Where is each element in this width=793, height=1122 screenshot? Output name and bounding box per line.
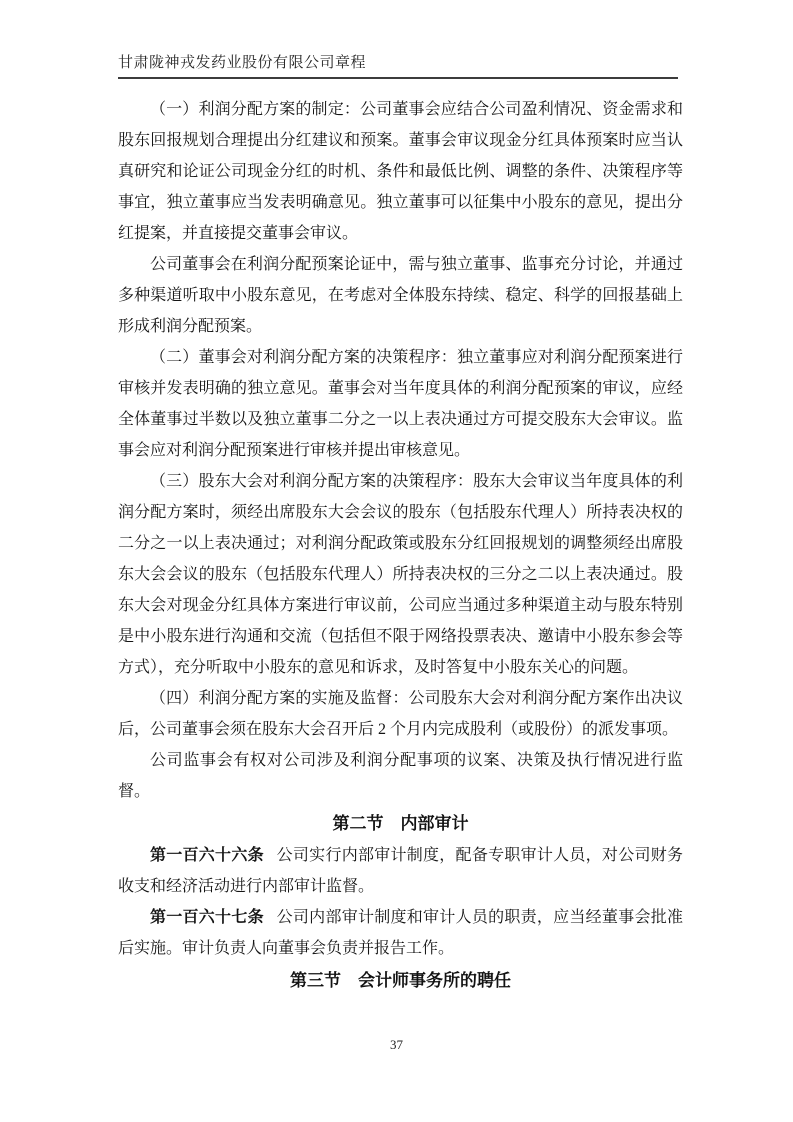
- section-heading-internal-audit: 第二节 内部审计: [332, 814, 469, 833]
- paragraph-board-discussion: 公司董事会在利润分配预案论证中，需与独立董事、监事充分讨论，并通过多种渠道听取中小股东意见，在考虑对全体股东持续、稳定、科学的回报基础上形成利润分配预案。: [118, 256, 683, 335]
- paragraph-profit-plan-drafting: （一）利润分配方案的制定：公司董事会应结合公司盈利情况、资金需求和股东回报规划合理提出分红建议和预案。董事会审议现金分红具体预案时应当认真研究和论证公司现金分红的时机、条件和最低比例、调整的条件、决策程序等事宜，独立董事应当发表明确意见。独立董事可以征集中小股东的意见，提出分红提案，并直接提交董事会审议。: [118, 101, 683, 242]
- section-heading-accounting-firm: 第三节 会计师事务所的聘任: [290, 971, 511, 990]
- article-166-number: 第一百六十六条: [150, 847, 264, 864]
- header-title: 甘肃陇神戎发药业股份有限公司章程: [118, 55, 367, 71]
- page-footer: [0, 1036, 793, 1054]
- paragraph-implementation-supervision: （四）利润分配方案的实施及监督：公司股东大会对利润分配方案作出决议后，公司董事会须在股东大会召开后 2 个月内完成股利（或股份）的派发事项。: [118, 690, 683, 738]
- page-header: [118, 51, 678, 79]
- article-166-text: 公司实行内部审计制度，配备专职审计人员，对公司财务收支和经济活动进行内部审计监督。: [118, 847, 683, 895]
- page-number: 37: [390, 1037, 403, 1052]
- paragraph-board-decision-procedure: （二）董事会对利润分配方案的决策程序：独立董事应对利润分配预案进行审核并发表明确的独立意见。董事会对当年度具体的利润分配预案的审议，应经全体董事过半数以及独立董事二分之一以上表决通过方可提交股东大会审议。监事会应对利润分配预案进行审核并提出审核意见。: [118, 349, 683, 459]
- paragraph-supervisory-board-rights: 公司监事会有权对公司涉及利润分配事项的议案、决策及执行情况进行监督。: [118, 752, 683, 800]
- article-166: [118, 840, 683, 902]
- article-167-number: 第一百六十七条: [150, 909, 264, 926]
- article-167: [118, 902, 683, 964]
- paragraph-shareholders-meeting-procedure: （三）股东大会对利润分配方案的决策程序：股东大会审议当年度具体的利润分配方案时，须经出席股东大会会议的股东（包括股东代理人）所持表决权的二分之一以上表决通过；对利润分配政策或股东分红回报规划的调整须经出席股东大会会议的股东（包括股东代理人）所持表决权的三分之二以上表决通过。股东大会对现金分红具体方案进行审议前，公司应当通过多种渠道主动与股东特别是中小股东进行沟通和交流（包括但不限于网络投票表决、邀请中小股东参会等方式），充分听取中小股东的意见和诉求，及时答复中小股东关心的问题。: [118, 473, 683, 676]
- document-content: [118, 94, 683, 997]
- article-167-text: 公司内部审计制度和审计人员的职责，应当经董事会批准后实施。审计负责人向董事会负责并报告工作。: [118, 909, 683, 957]
